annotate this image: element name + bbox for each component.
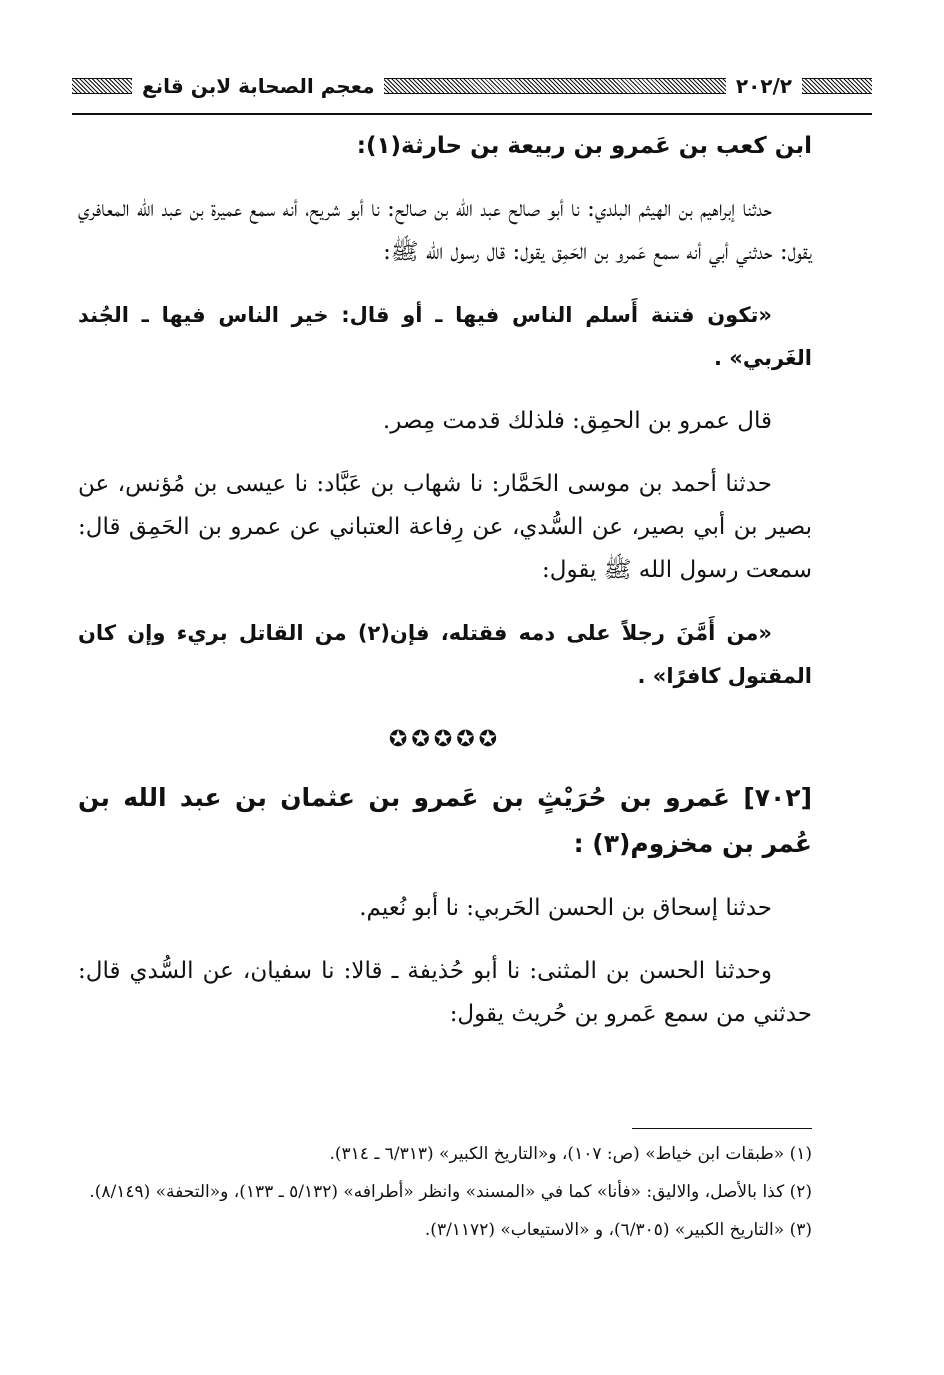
header-ornament-left	[72, 78, 132, 94]
main-text	[78, 125, 812, 1056]
footnote-2: (٢) كذا بالأصل، والاليق: «فأنا» كما في «المسند» وانظر «أطرافه» (٥/١٣٢ ـ ١٣٣)، و«التحفة» (٨/١٤٩).	[89, 1182, 812, 1202]
isnad-paragraph-3: حدثنا أحمد بن موسى الحَمَّار: نا شهاب بن عَبَّاد: نا عيسى بن مُؤنس، عن بصير بن أبي بصير، عن السُّدي، عن رِفاعة العتباني عن عمرو بن الحَمِق قال: سمعت رسول الله ﷺ يقول:	[78, 471, 812, 583]
isnad-paragraph-5: وحدثنا الحسن بن المثنى: نا أبو حُذيفة ـ قالا: نا سفيان، عن السُّدي قال: حدثني من سمع عَمرو بن حُريث يقول:	[78, 958, 812, 1027]
running-header	[72, 66, 872, 106]
header-ornament-middle	[384, 78, 725, 94]
footnote-1: (١) «طبقات ابن خياط» (ص: ١٠٧)، و«التاريخ الكبير» (٦/٣١٣ ـ ٣١٤).	[329, 1144, 812, 1164]
isnad-paragraph-4: حدثنا إسحاق بن الحسن الحَربي: نا أبو نُعيم.	[359, 895, 772, 921]
footnotes	[78, 1128, 812, 1253]
header-ornament-right	[802, 78, 872, 94]
book-title: معجم الصحابة لابن قانع	[142, 74, 375, 98]
hadith-text-1: «تكون فتنة أَسلم الناس فيها ـ أو قال: خير الناس فيها ـ الجُند الغَربي» .	[78, 303, 812, 370]
header-rule	[72, 113, 872, 115]
continued-entry-heading: ابن كعب بن عَمرو بن ربيعة بن حارثة(١):	[356, 133, 812, 159]
footnote-3: (٣) «التاريخ الكبير» (٦/٣٠٥)، و «الاستيعاب» (٣/١١٧٢).	[424, 1220, 812, 1240]
narration-paragraph-2: قال عمرو بن الحمِق: فلذلك قدمت مِصر.	[382, 408, 772, 434]
section-separator: ✪✪✪✪✪	[388, 727, 502, 752]
isnad-paragraph-1: حدثنا إبراهيم بن الهيثم البلدي: نا أبو صالح عبد الله بن صالح: نا أبو شريح، أنه سمع عميرة بن عبد الله المعافري يقول: حدثني أبي أنه سمع عَمرو بن الحَمِق يقول: قال رسول الله ﷺ:	[78, 196, 812, 265]
hadith-text-2: «من أَمَّنَ رجلاً على دمه فقتله، فإن(٢) من القاتل بريء وإن كان المقتول كافرًا» .	[78, 621, 812, 688]
entry-heading-702: [٧٠٢] عَمرو بن حُرَيْثٍ بن عَمرو بن عثمان بن عبد الله بن عُمر بن مخزوم(٣) :	[78, 783, 812, 858]
page-number: ٢٠٢/٢	[735, 74, 792, 98]
footnote-rule	[632, 1128, 812, 1129]
